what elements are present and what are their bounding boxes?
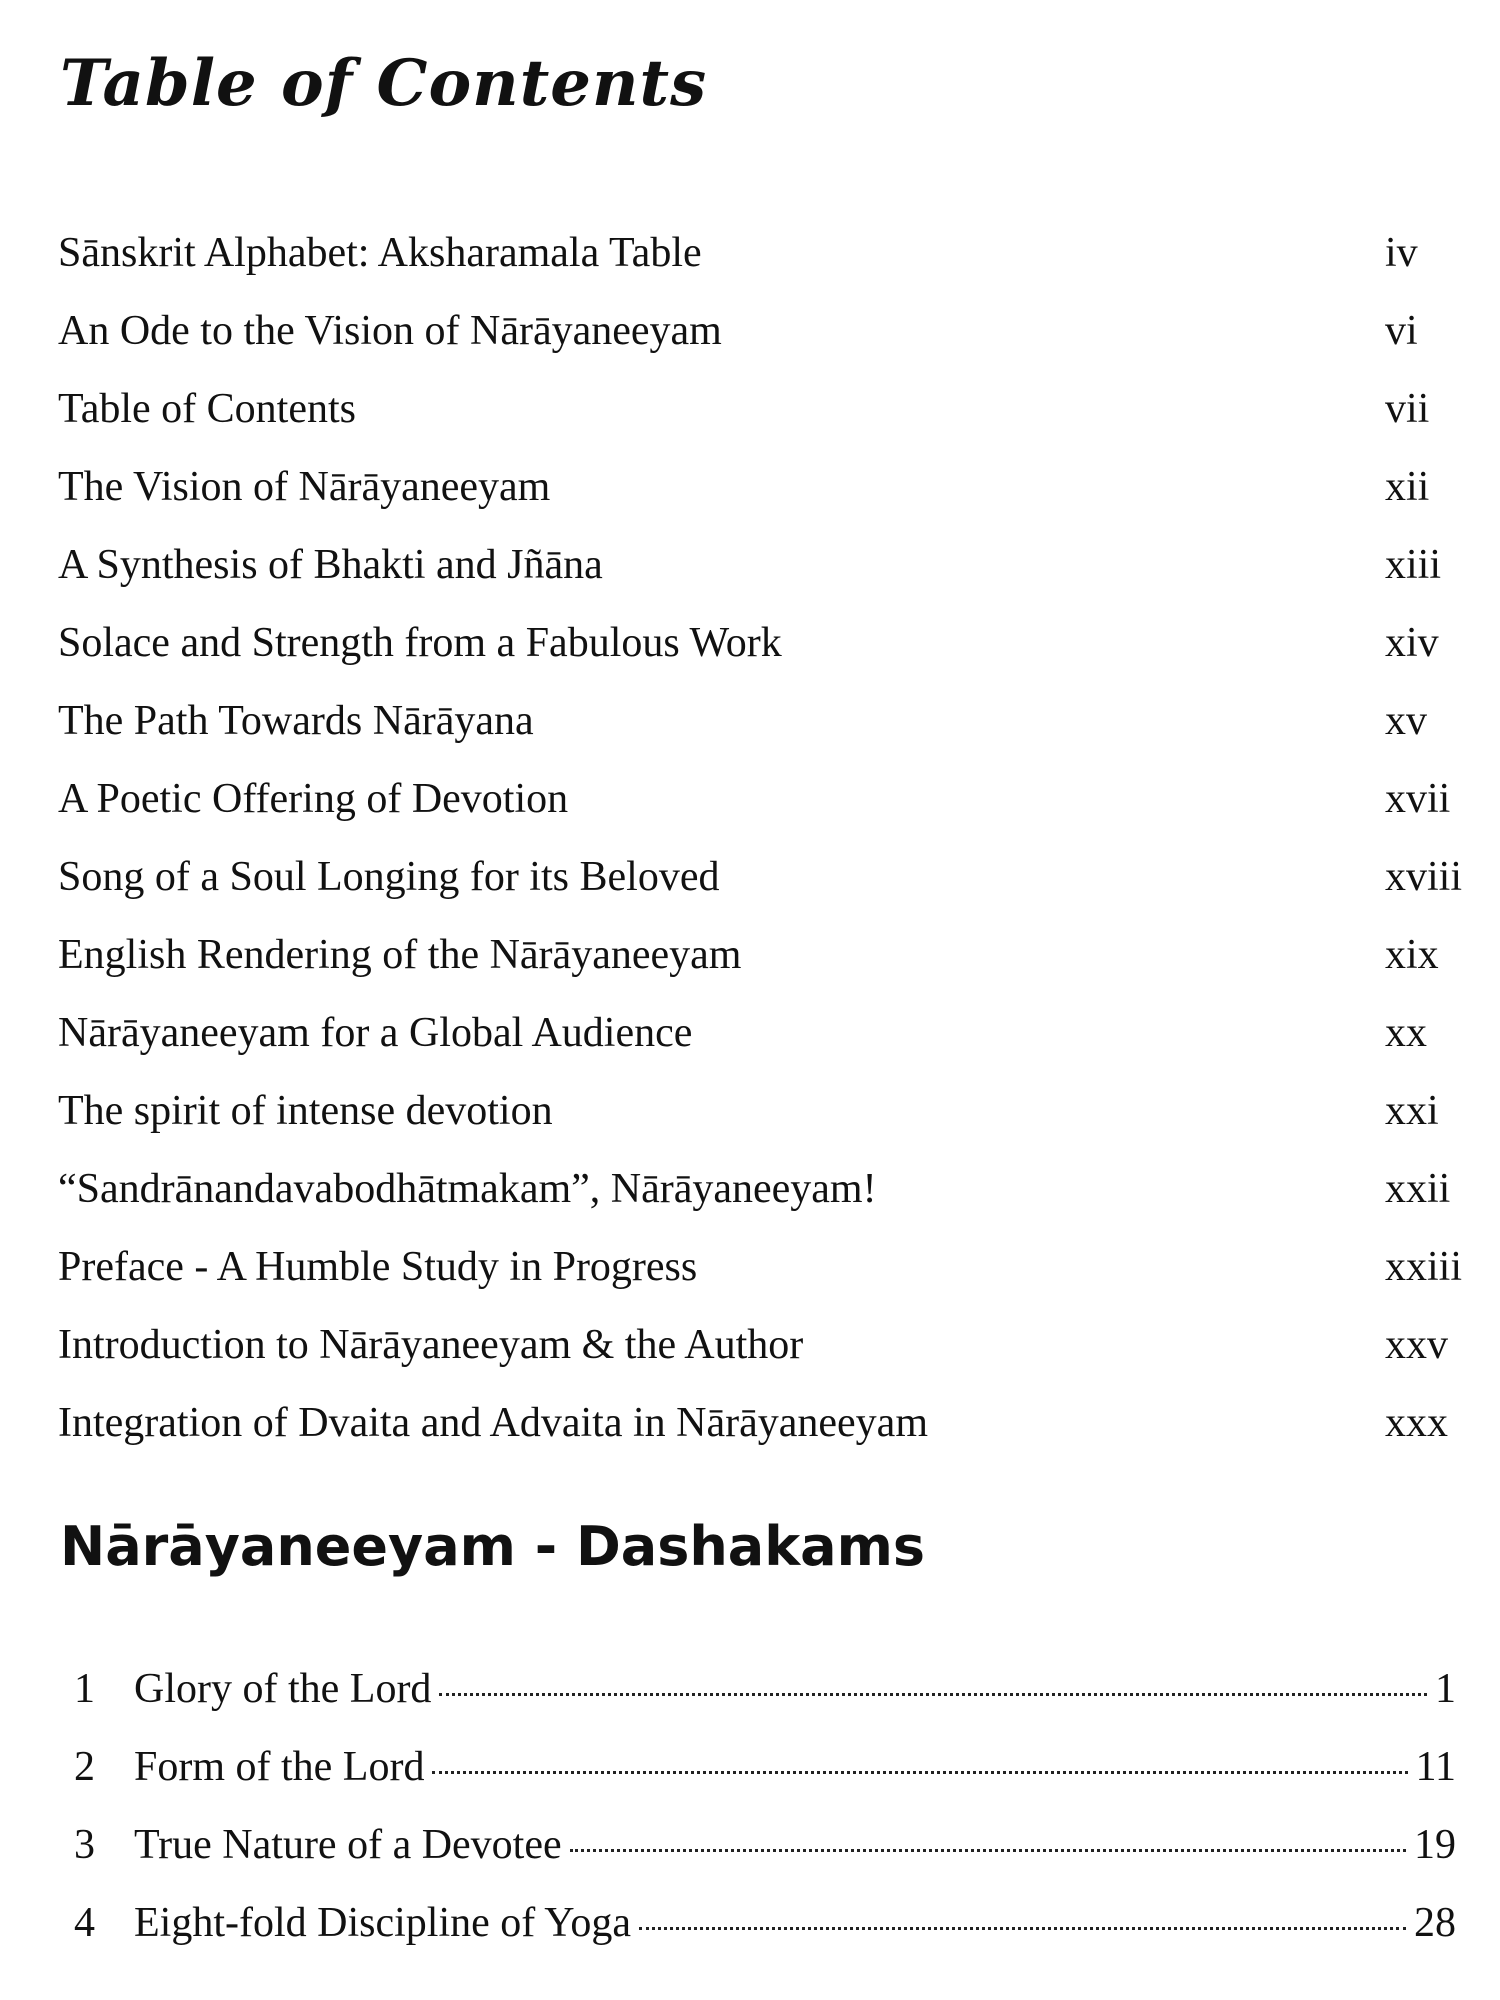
chapter-entry[interactable] [74,1816,1456,1894]
toc-entry[interactable] [58,1004,1480,1082]
toc-entry[interactable] [58,224,1480,302]
toc-entry-page: xiii [1385,542,1442,588]
toc-entry-title: An Ode to the Vision of Nārāyaneeyam [58,308,722,354]
chapter-number: 3 [74,1822,95,1868]
toc-entry-title: English Rendering of the Nārāyaneeyam [58,932,742,978]
toc-entry[interactable] [58,302,1480,380]
toc-entry[interactable] [58,1238,1480,1316]
chapter-page: 11 [1415,1744,1456,1790]
toc-entry[interactable] [58,1394,1480,1472]
toc-entry-title: Preface - A Humble Study in Progress [58,1244,698,1290]
dot-leader [432,1771,1407,1774]
toc-entry-title: A Poetic Offering of Devotion [58,776,569,822]
chapter-list [74,1660,1456,1972]
toc-entry[interactable] [58,770,1480,848]
toc-entry-title: Nārāyaneeyam for a Global Audience [58,1010,693,1056]
toc-entry[interactable] [58,1082,1480,1160]
toc-entry[interactable] [58,1316,1480,1394]
toc-entry-page: xx [1385,1010,1427,1056]
toc-entry[interactable] [58,692,1480,770]
chapter-number: 4 [74,1900,95,1946]
chapter-title: Glory of the Lord [134,1666,432,1712]
toc-entry-page: iv [1385,230,1418,276]
chapter-entry[interactable] [74,1894,1456,1972]
toc-entry[interactable] [58,848,1480,926]
chapter-title: True Nature of a Devotee [134,1822,562,1868]
toc-entry-page: xix [1385,932,1439,978]
toc-entry-page: vii [1385,386,1430,432]
toc-entry-title: Song of a Soul Longing for its Beloved [58,854,720,900]
toc-entry-title: “Sandrānandavabodhātmakam”, Nārāyaneeyam! [58,1166,877,1212]
toc-entry-title: The Path Towards Nārāyana [58,698,534,744]
toc-entry[interactable] [58,926,1480,1004]
toc-entry-page: xxiii [1385,1244,1463,1290]
chapter-page: 1 [1435,1666,1456,1712]
toc-entry-title: The Vision of Nārāyaneeyam [58,464,551,510]
toc-entry[interactable] [58,614,1480,692]
toc-entry-page: xiv [1385,620,1439,666]
toc-entry-page: xxx [1385,1400,1448,1446]
toc-entry-page: xviii [1385,854,1463,900]
toc-entry-title: Integration of Dvaita and Advaita in Nārāyaneeyam [58,1400,928,1446]
dot-leader [439,1693,1427,1696]
section-heading: Nārāyaneeyam - Dashakams [60,1515,926,1578]
chapter-title: Form of the Lord [134,1744,425,1790]
chapter-page: 28 [1414,1900,1456,1946]
page-title: Table of Contents [60,46,708,121]
toc-entry-page: xxi [1385,1088,1439,1134]
chapter-number: 2 [74,1744,95,1790]
chapter-entry[interactable] [74,1738,1456,1816]
toc-entry-title: Solace and Strength from a Fabulous Work [58,620,782,666]
toc-entry-page: vi [1385,308,1418,354]
toc-entry-title: A Synthesis of Bhakti and Jñāna [58,542,603,588]
chapter-number: 1 [74,1666,95,1712]
front-matter-list [58,224,1480,1472]
toc-entry[interactable] [58,458,1480,536]
toc-entry[interactable] [58,536,1480,614]
toc-entry[interactable] [58,1160,1480,1238]
toc-entry-title: The spirit of intense devotion [58,1088,553,1134]
chapter-title: Eight-fold Discipline of Yoga [134,1900,631,1946]
chapter-page: 19 [1414,1822,1456,1868]
dot-leader [570,1849,1406,1852]
toc-entry-page: xxii [1385,1166,1451,1212]
chapter-entry[interactable] [74,1660,1456,1738]
toc-entry-page: xv [1385,698,1427,744]
toc-entry-page: xxv [1385,1322,1448,1368]
dot-leader [639,1927,1406,1930]
toc-entry-page: xvii [1385,776,1451,822]
toc-entry-page: xii [1385,464,1430,510]
toc-entry-title: Table of Contents [58,386,356,432]
toc-entry-title: Introduction to Nārāyaneeyam & the Author [58,1322,804,1368]
toc-entry[interactable] [58,380,1480,458]
toc-entry-title: Sānskrit Alphabet: Aksharamala Table [58,230,702,276]
